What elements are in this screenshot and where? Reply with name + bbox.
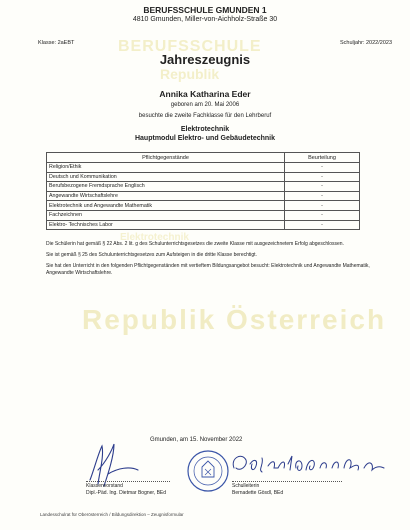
- school-seal-icon: [186, 449, 230, 493]
- grade-cell: -: [285, 210, 360, 220]
- student-name: Annika Katharina Eder: [159, 89, 251, 99]
- attended-class-line: besuchte die zweite Fachklasse für den Lehrberuf: [138, 113, 272, 119]
- watermark-top: BERUFSSCHULE: [118, 38, 262, 55]
- subject-cell: Religion/Ethik: [47, 163, 285, 173]
- watermark-middle: Elektrotechnik: [120, 232, 189, 243]
- school-year-label: Schuljahr: 2022/2023: [340, 40, 392, 46]
- advanced-courses-note: Sie hat den Unterricht in den folgenden Pflichtgegenständen mit vertieftem Bildungsangebot besucht: Elektrotechnik und Angewandte Mathematik, Angewandte Wirtschaftslehre.: [46, 263, 370, 276]
- trade-name: Elektrotechnik: [180, 126, 230, 133]
- school-name: BERUFSSCHULE GMUNDEN 1: [143, 5, 267, 15]
- grades-table: [46, 152, 360, 230]
- grade-cell: -: [285, 201, 360, 211]
- subject-cell: Berufsbezogene Fremdsprache Englisch: [47, 182, 285, 192]
- grade-cell: -: [285, 163, 360, 173]
- class-label: Klasse: 2aEBT: [38, 40, 75, 46]
- principal-name: Bernadette Gösdl, BEd: [232, 490, 284, 496]
- subject-cell: Deutsch und Kommunikation: [47, 172, 285, 182]
- advancement-note: Sie ist gemäß § 25 des Schulunterrichtsgesetzes zum Aufsteigen in die dritte Klasse berechtigt.: [46, 252, 257, 258]
- grades-table-header: [47, 153, 360, 163]
- subject-cell: Fachzeichnen: [47, 210, 285, 220]
- principal-signature: [228, 450, 388, 480]
- grade-cell: -: [285, 172, 360, 182]
- subject-cell: Elektrotechnik und Angewandte Mathematik: [47, 201, 285, 211]
- table-row: [47, 182, 360, 192]
- subject-cell: Elektro- Technisches Labor: [47, 220, 285, 230]
- grade-cell: -: [285, 182, 360, 192]
- teacher-name: Dipl.-Päd. Ing. Dietmar Bogner, BEd: [86, 490, 167, 496]
- school-address: 4810 Gmunden, Miller-von-Aichholz-Straße 30: [132, 16, 278, 23]
- grade-cell: -: [285, 220, 360, 230]
- birth-date-line: geboren am 20. Mai 2006: [170, 102, 240, 108]
- principal-signature-line: [232, 481, 342, 482]
- table-row: [47, 201, 360, 211]
- subjects-header: Pflichtgegenstände: [47, 153, 285, 163]
- watermark-large: Republik Österreich: [82, 304, 387, 335]
- grade-header: Beurteilung: [285, 153, 360, 163]
- table-row: [47, 163, 360, 173]
- main-module: Hauptmodul Elektro- und Gebäudetechnik: [134, 135, 275, 142]
- document-title: Jahreszeugnis: [159, 52, 251, 67]
- teacher-signature-line: [86, 481, 170, 482]
- table-row: [47, 210, 360, 220]
- table-row: [47, 191, 360, 201]
- table-row: [47, 220, 360, 230]
- subject-cell: Angewandte Wirtschaftslehre: [47, 191, 285, 201]
- form-footer: Landesschulrat für Oberösterreich / Bildungsdirektion – Zeugnisformular: [40, 512, 184, 517]
- promotion-note: Die Schülerin hat gemäß § 22 Abs. 2 lit. g des Schulunterrichtsgesetzes die zweite Klasse mit ausgezeichnetem Erfolg abgeschlossen.: [46, 241, 344, 247]
- place-date: Gmunden, am 15. November 2022: [150, 437, 243, 443]
- teacher-role: Klassenvorstand: [86, 483, 123, 489]
- watermark-upper: Republik: [160, 66, 220, 82]
- table-row: [47, 172, 360, 182]
- grade-cell: -: [285, 191, 360, 201]
- principal-role: Schulleiterin: [232, 483, 260, 489]
